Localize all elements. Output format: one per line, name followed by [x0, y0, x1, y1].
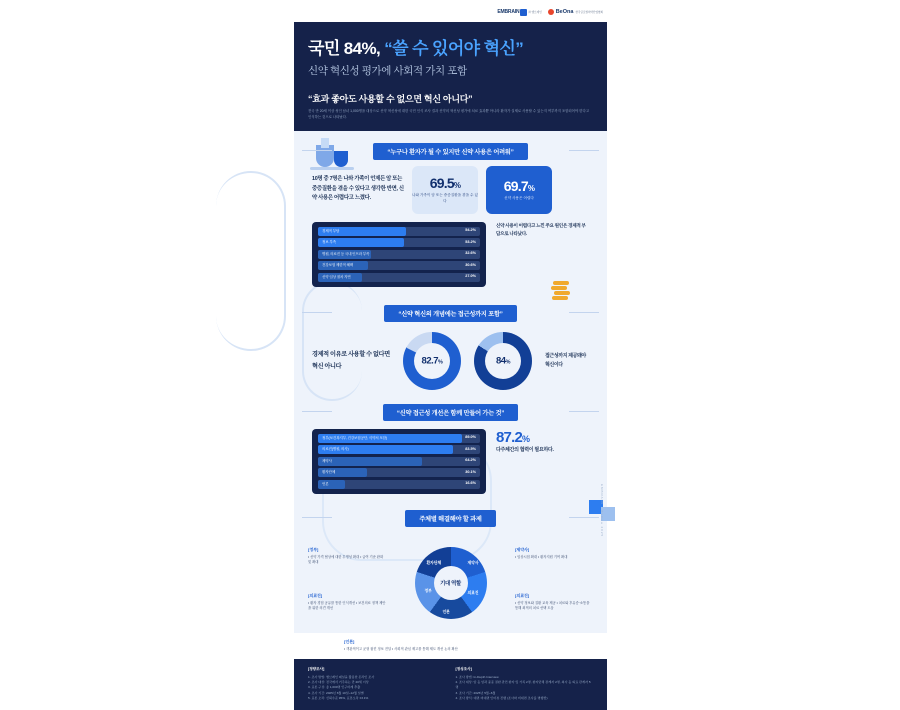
bar-value: 16.6%: [465, 481, 476, 486]
lead-quote: “효과 좋아도 사용할 수 없으면 혁신 아니다”: [308, 94, 473, 104]
lead-paragraph: 전국 만 20세 이상 성인 남녀 1,000명을 대상으로 신약 혁신성에 대한 국민 인식 조사 결과 신약의 혁신성 평가에 치료 효과뿐 아니라 환자가 실제로 사용할 수 있는지 여부까지 포함되어야 한다고 인식하는 것으로 나타났다.: [308, 109, 590, 119]
section-2-row: [294, 322, 607, 390]
stat-card-access-difficult: [486, 166, 552, 214]
footer-quant-title: [정량조사]: [308, 666, 325, 671]
infographic-page: [294, 2, 607, 701]
bar-label: 의료진(병원, 의사): [322, 447, 349, 452]
chart-reasons-bar: [312, 222, 486, 287]
section-2-ribbon: “신약 혁신의 개념에는 접근성까지 포함”: [384, 305, 516, 322]
note-card-patient-lines: • 환자 경험 공유를 통한 인식개선 • 보건의료 정책 제안을 위한 의견 개선: [308, 600, 386, 611]
bar-label: 정보 부족: [322, 240, 336, 245]
list-item: 2. 조사 대상: 암 등 암과 중증 질환 관련 환자 및 가족 2명, 환자단체 관계자 2명, 의사 등 의료 관계자 5명: [455, 679, 591, 690]
bar-label: 언론: [322, 481, 329, 486]
wheel-label-doctor: 의료진: [467, 590, 479, 595]
roles-wheel-center-label: 기대 역할: [440, 580, 461, 587]
vertical-code: EMBRAIN · BeOna 2025: [600, 483, 604, 537]
stat-card-family-risk-value: 69.5%: [429, 175, 461, 192]
roles-wheel-center: [434, 566, 468, 600]
section-4-ribbon-wrap: [294, 508, 607, 527]
chart-4-headline: [496, 429, 588, 455]
wheel-label-media: 언론: [442, 609, 450, 614]
note-card-media-title: [언론]: [344, 638, 355, 644]
bar-value: 30.6%: [465, 262, 476, 267]
beona-logo-text: BeOna: [555, 9, 574, 15]
section-1: [294, 131, 607, 291]
lead-block: [294, 92, 607, 131]
bar-value: 32.6%: [465, 251, 476, 256]
bar-row: [318, 480, 480, 489]
section-2-ribbon-wrap: [294, 303, 607, 322]
note-card-media-lines: • 객관적이고 균형 잡힌 정보 전달 • 사회적 관심 제고를 통해 제도 개선 논의 확산: [344, 646, 458, 651]
note-card-pharma-title: [제약사]: [515, 546, 530, 552]
note-card-doctor-lines: • 신약 정보와 질환 교육 제공 • 치료와 후유증·소통을 통해 최적의 치료 선택 도움: [515, 600, 590, 611]
footer-qual-list: [456, 675, 594, 702]
roles-wheel-wrap: [294, 535, 607, 653]
bar-label: 환자단체: [322, 470, 336, 475]
list-item: 4. 조사 방식: 대면·비대면 인터뷰 진행 (조사와 비대면 조사를 병행함): [455, 696, 548, 701]
page-subtitle: 신약 혁신성 평가에 사회적 가치 포함: [308, 65, 467, 77]
chart-actors-bar: [312, 429, 486, 494]
section-2: [294, 291, 607, 390]
stat-card-family-risk: [412, 166, 478, 214]
list-item: 3. 표본 구성: 총 1,000명 인구비례 추출: [308, 685, 361, 690]
section-4-ribbon: 주체별 해결해야 할 과제: [405, 510, 495, 527]
bar-value: 64.2%: [465, 458, 476, 463]
bar-label: 경제적 부담: [322, 228, 340, 233]
footer-quant-list: [308, 675, 446, 702]
beona-logo-sub: 한국글로벌의약산업협회: [575, 11, 603, 14]
chart-4-headline-value: 87.2%: [496, 428, 530, 446]
beona-logo: [548, 9, 603, 15]
donut-economic-reason-value: 82.7%: [421, 355, 443, 367]
list-item: 3. 조사 기간: 2025년 5월~6월: [455, 690, 496, 695]
stat-card-access-difficult-value: 69.7%: [503, 177, 535, 194]
body: [294, 131, 607, 659]
page-title: [308, 34, 593, 59]
footer: [294, 659, 607, 710]
chart-4-row: [294, 421, 607, 494]
chart-1-row: [294, 214, 607, 287]
stat-card-access-difficult-label: 신약 사용은 어렵다: [504, 195, 534, 200]
embrain-logo-mark: [520, 9, 527, 16]
logo-bar: [294, 2, 607, 22]
donut-accessibility: [474, 332, 532, 390]
header: [294, 22, 607, 92]
list-item: 4. 조사 기간: 2025년 6월 10일~12월 일별: [308, 690, 364, 695]
bar-row: [318, 434, 480, 443]
list-item: 2. 조사 대상: 전국에서 거주하는 만 20세 이상: [308, 679, 369, 684]
note-card-patient: [308, 593, 386, 612]
donut-economic-reason: [403, 332, 461, 390]
bar-row: [318, 261, 480, 270]
page-title-highlight: “쓸 수 있어야 혁신”: [384, 39, 524, 58]
note-card-doctor-title: [의료진]: [515, 592, 530, 598]
bar-row: [318, 445, 480, 454]
section-3: [294, 390, 607, 494]
section-1-ribbon: “누구나 환자가 될 수 있지만 신약 사용은 어려워”: [373, 143, 527, 160]
bar-value: 83.5%: [465, 446, 476, 451]
donut-accessibility-value: 84%: [496, 355, 510, 367]
bar-value: 89.0%: [465, 435, 476, 440]
section-1-lead-text: 10명 중 7명은 나와 가족이 언제든 암 또는 중증질환을 겪을 수 있다고 생각한 반면, 신약 사용은 어렵다고 느꼈다.: [312, 175, 404, 202]
beona-logo-mark: [548, 9, 554, 15]
note-card-government-lines: • 신약 가격 협상에 대한 투명성 확대 • 급여 기준 완화 및 확대: [308, 554, 384, 565]
bar-label: 제약사: [322, 458, 332, 463]
bar-label: 건강보험 제한적 혜택: [322, 263, 354, 268]
footer-col-quant: [308, 667, 446, 702]
bar-value: 54.2%: [465, 228, 476, 233]
chart-1-note: 신약 사용이 어렵다고 느낀 주요 원인은 경제적 부담으로 나타났다.: [496, 222, 586, 237]
section-2-statement-2: 접근성까지 제공돼야 혁신이다: [545, 352, 586, 368]
bar-row: [318, 273, 480, 282]
bar-row: [318, 468, 480, 477]
bar-value: 53.2%: [465, 239, 476, 244]
section-1-ribbon-wrap: [294, 141, 607, 160]
bar-row: [318, 238, 480, 247]
wheel-label-government: 정부: [424, 588, 432, 593]
embrain-logo-text: EMBRAIN: [497, 9, 520, 15]
note-card-government-title: [정부]: [308, 546, 319, 552]
wheel-label-patient: 환자단체: [426, 560, 442, 565]
page-title-plain: 국민 84%,: [308, 39, 385, 58]
bar-value: 27.0%: [465, 274, 476, 279]
note-card-pharma-lines: • 임상시험 확대 • 환자지원 기여 확대: [515, 554, 568, 559]
list-item: 1. 조사 방법: 엠브레인 패널을 활용한 온라인 조사: [308, 674, 375, 679]
section-4: [294, 494, 607, 653]
note-card-doctor: [515, 593, 593, 612]
chart-4-headline-note: 다주체간의 협력이 필요하다.: [496, 446, 554, 453]
bar-row: [318, 457, 480, 466]
bar-value: 30.1%: [465, 469, 476, 474]
footer-qual-title: [정성조사]: [455, 666, 472, 671]
section-2-statement: 경제적 이유로 사용할 수 없다면 혁신 아니다: [312, 351, 390, 370]
section-1-row: [294, 160, 607, 214]
section-3-ribbon-wrap: [294, 402, 607, 421]
note-card-pharma: [515, 547, 593, 561]
wheel-label-pharma: 제약사: [467, 560, 479, 565]
bar-row: [318, 250, 480, 259]
embrain-logo-sub: ㈜ 엠브레인: [528, 11, 542, 14]
bar-label: 정부(보건복지부, 건강보험공단, 식약처 포함): [322, 435, 387, 440]
roles-wheel: [415, 547, 487, 619]
bar-label: 병원, 의료진 등 국내 인프라 부족: [322, 251, 370, 256]
stat-card-family-risk-label: 나와 가족이 암 또는 중증질환을 겪을 수 있다: [412, 193, 479, 203]
bar-row: [318, 227, 480, 236]
note-card-patient-title: [의료진]: [308, 592, 323, 598]
bar-label: 신약 임상 절차 지연: [322, 274, 351, 279]
embrain-logo: [497, 9, 541, 16]
list-item: 5. 표본 오차: 신뢰수준 95%, 표본오차 ±3.1%: [308, 696, 369, 701]
section-3-ribbon: “신약 접근성 개선은 함께 만들어 가는 것”: [383, 404, 518, 421]
list-item: 1. 조사 방법: In-Depth Interview: [455, 674, 499, 679]
note-card-government: [308, 547, 386, 566]
note-card-media: [344, 639, 494, 653]
footer-col-qual: [456, 667, 594, 702]
